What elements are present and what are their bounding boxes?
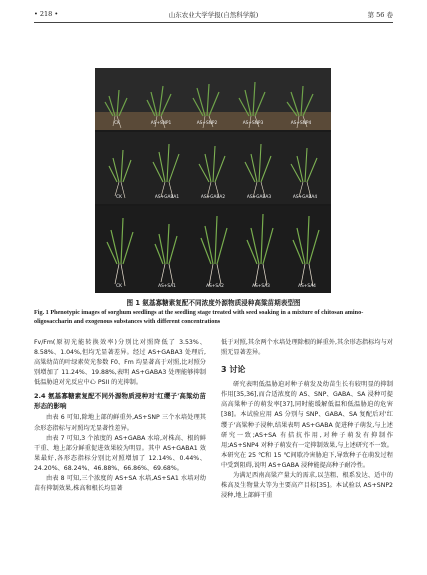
label-sa4: AS+SA4 bbox=[298, 284, 316, 289]
page-header bbox=[34, 10, 393, 22]
label-gaba4: AS+GABA4 bbox=[292, 195, 318, 200]
panel-gaba-labels bbox=[95, 195, 331, 202]
panel-snp bbox=[95, 68, 331, 130]
label-sa1: AS+SA1 bbox=[158, 284, 176, 289]
right-column bbox=[221, 338, 393, 501]
panel-sa bbox=[95, 206, 331, 293]
paragraph: 为满足西南高粱产量大的需求,以茎粗、根系发达、适中的株高及生物量大等为主要高产目标[35]。本试验以 AS+SNP2 浸种,地上部鲜干重 bbox=[221, 472, 393, 500]
paragraph: 由表 8 可知,三个浓度的 AS+SA 水培,AS+SA1 水培对幼苗有抑制效果,株高和根长均显著 bbox=[34, 475, 206, 493]
seedling-figure bbox=[95, 68, 331, 293]
panel-snp-labels bbox=[95, 121, 331, 128]
paragraph: 低于对照,其余两个水培处理除根的鲜重外,其余形态指标均与对照无显著差异。 bbox=[221, 339, 393, 357]
panel-gaba bbox=[95, 132, 331, 204]
paragraph: 由表 6 可知,除地上部的鲜重外,AS+SNP 三个水培处理其余形态指标与对照均无显著性差异。 bbox=[34, 414, 206, 432]
label-sa3: AS+SA3 bbox=[252, 284, 270, 289]
label-sa2: AS+SA2 bbox=[206, 284, 224, 289]
panel-sa-labels bbox=[95, 284, 331, 291]
paragraph: 由表 7 可知,3 个浓度的 AS+GABA 水培,对株高、根的鲜干重、地上部分鲜重促进效果较为明显。其中 AS+GABA1 效果最好,各形态指标分别比对照增加了 12.14%、0.44%、24.20%、68.24%、46.88%、66.86%、69.68%。 bbox=[34, 434, 206, 472]
label-gaba1: AS+GABA1 bbox=[154, 195, 180, 200]
panel-gaba-photo bbox=[95, 132, 331, 204]
section-heading-3: 3 讨论 bbox=[221, 365, 246, 375]
page-number: • 218 • bbox=[34, 10, 59, 18]
volume-label: 第 56 卷 bbox=[367, 11, 393, 19]
label-snp2: AS+SNP2 bbox=[196, 121, 218, 126]
label-snp4: AS+SNP4 bbox=[290, 121, 312, 126]
section-heading-2-4: 2.4 氨基寡糖素复配不同外源物质浸种对'红缨子'高粱幼苗形态的影响 bbox=[34, 392, 206, 410]
label-snp3: AS+SNP3 bbox=[242, 121, 264, 126]
label-ck: CK bbox=[114, 121, 120, 126]
panel-sa-photo bbox=[95, 206, 331, 293]
figure-caption-cn: 图 1 氨基寡糖素复配不同浓度外源物质浸种高粱苗期表型图 bbox=[126, 299, 301, 307]
paragraph: Fv/Fm(原初光能转换效率)分别比对照降低了 3.53%、8.58%、1.04%,但均无显著差异。经过 AS+GABA3 处理后,高粱幼苗的叶绿素荧光参数 F0、Fm 均显著高于对照,比对照分别增加了 11.24%、19.88%,表明 AS+GABA3 处理能够抑制低温胁迫对光反应中心 PSII 的光抑制。 bbox=[34, 339, 206, 387]
figure-caption-en: Fig. 1 Phenotypic images of sorghum seedlings at the seedling stage treated with seed soaking in a mixture of chitosan amino-oligosaccharin and exogenous substances with different concentrations bbox=[34, 309, 364, 325]
label-ck: CK bbox=[116, 195, 122, 200]
label-gaba2: AS+GABA2 bbox=[200, 195, 226, 200]
paragraph: 研究表明低温胁迫对种子萌发及幼苗生长有较明显的抑制作用[35,36],而合适浓度的 AS、SNP、GABA、SA 浸种可提高高粱种子的萌发率[37],同时能缓解低温和低温胁迫的危害[38]。本试验应用 AS 分别与 SNP、GABA、SA 复配后对'红缨子'高粱种子浸种,结果表明 AS+GABA 促进种子萌发,与上述研究一致;AS+SA 有拮抗作用,对种子萌发有抑制作用;AS+SNP4 对种子萌发有一定抑制效果,与上述研究不一致。本研究在 25 ℃和 15 ℃间歇冷害胁迫下,导致种子在萌发过程中受到阻碍,说明 AS+GABA 浸种能提高种子耐冷性。 bbox=[221, 381, 393, 469]
journal-title: 山东农业大学学报(自然科学版) bbox=[168, 11, 259, 19]
label-snp1: AS+SNP1 bbox=[150, 121, 172, 126]
label-gaba3: AS+GABA3 bbox=[246, 195, 272, 200]
header-rule bbox=[34, 22, 393, 23]
left-column bbox=[34, 338, 206, 494]
label-ck: CK bbox=[116, 284, 122, 289]
